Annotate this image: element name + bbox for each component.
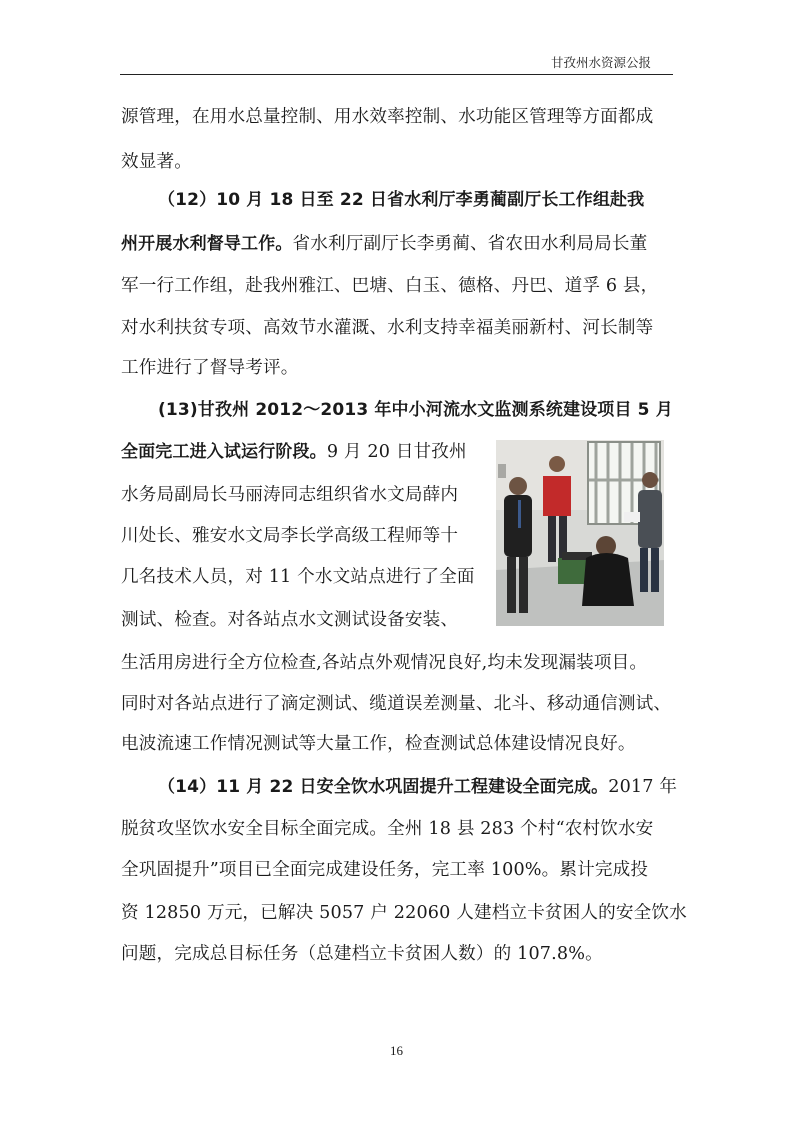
- item-13-heading: (13)甘孜州 2012～2013 年中小河流水文监测系统建设项目 5 月: [158, 400, 673, 420]
- item-14-heading: （14）11 月 22 日安全饮水巩固提升工程建设全面完成。: [158, 777, 609, 797]
- text-line: 同时对各站点进行了滴定测试、缆道误差测量、北斗、移动通信测试、: [121, 694, 672, 714]
- item-13-heading-end: 全面完工进入试运行阶段。: [121, 442, 327, 462]
- text-line: 全巩固提升”项目已全面完成建设任务，完工率 100%。累计完成投: [121, 860, 649, 880]
- text-line: 电波流速工作情况测试等大量工作，检查测试总体建设情况良好。: [121, 734, 636, 754]
- text-line: [158, 776, 678, 798]
- text-line: 对水利扶贫专项、高效节水灌溉、水利支持幸福美丽新村、河长制等: [121, 318, 654, 338]
- text-line: 问题，完成总目标任务（总建档立卡贫困人数）的 107.8%。: [121, 944, 603, 964]
- text-line: 资 12850 万元，已解决 5057 户 22060 人建档立卡贫困人的安全饮水: [121, 903, 687, 923]
- inspection-photo: [496, 440, 664, 626]
- page-number: 16: [390, 1043, 403, 1058]
- page-header: [120, 50, 673, 75]
- text-line: 几名技术人员，对 11 个水文站点进行了全面: [121, 567, 475, 587]
- item-12-heading-end: 州开展水利督导工作。: [121, 234, 293, 254]
- text-line: 军一行工作组，赴我州雅江、巴塘、白玉、德格、丹巴、道孚 6 县，: [121, 276, 659, 296]
- item-12-text: 省水利厅副厅长李勇蔺、省农田水利局局长董: [292, 234, 648, 254]
- text-line: 测试、检查。对各站点水文测试设备安装、: [121, 610, 459, 630]
- item-13-text: 9 月 20 日甘孜州: [326, 442, 467, 462]
- item-14-text: 2017 年: [608, 777, 678, 797]
- text-line: 川处长、雅安水文局李长学高级工程师等十: [121, 526, 459, 546]
- text-line: 脱贫攻坚饮水安全目标全面完成。全州 18 县 283 个村“农村饮水安: [121, 819, 654, 839]
- text-line: 工作进行了督导考评。: [121, 358, 299, 378]
- header-title: 甘孜州水资源公报: [550, 55, 651, 70]
- text-line: 效显著。: [121, 152, 192, 172]
- text-line: [121, 233, 673, 255]
- item-12-heading: （12）10 月 18 日至 22 日省水利厅李勇蔺副厅长工作组赴我: [158, 190, 645, 210]
- text-line: [121, 441, 483, 463]
- text-line: 水务局副局长马丽涛同志组织省水文局薛内: [121, 485, 459, 505]
- text-line: 生活用房进行全方位检查,各站点外观情况良好,均未发现漏装项目。: [121, 653, 648, 673]
- text-line: 源管理，在用水总量控制、用水效率控制、水功能区管理等方面都成: [121, 107, 654, 127]
